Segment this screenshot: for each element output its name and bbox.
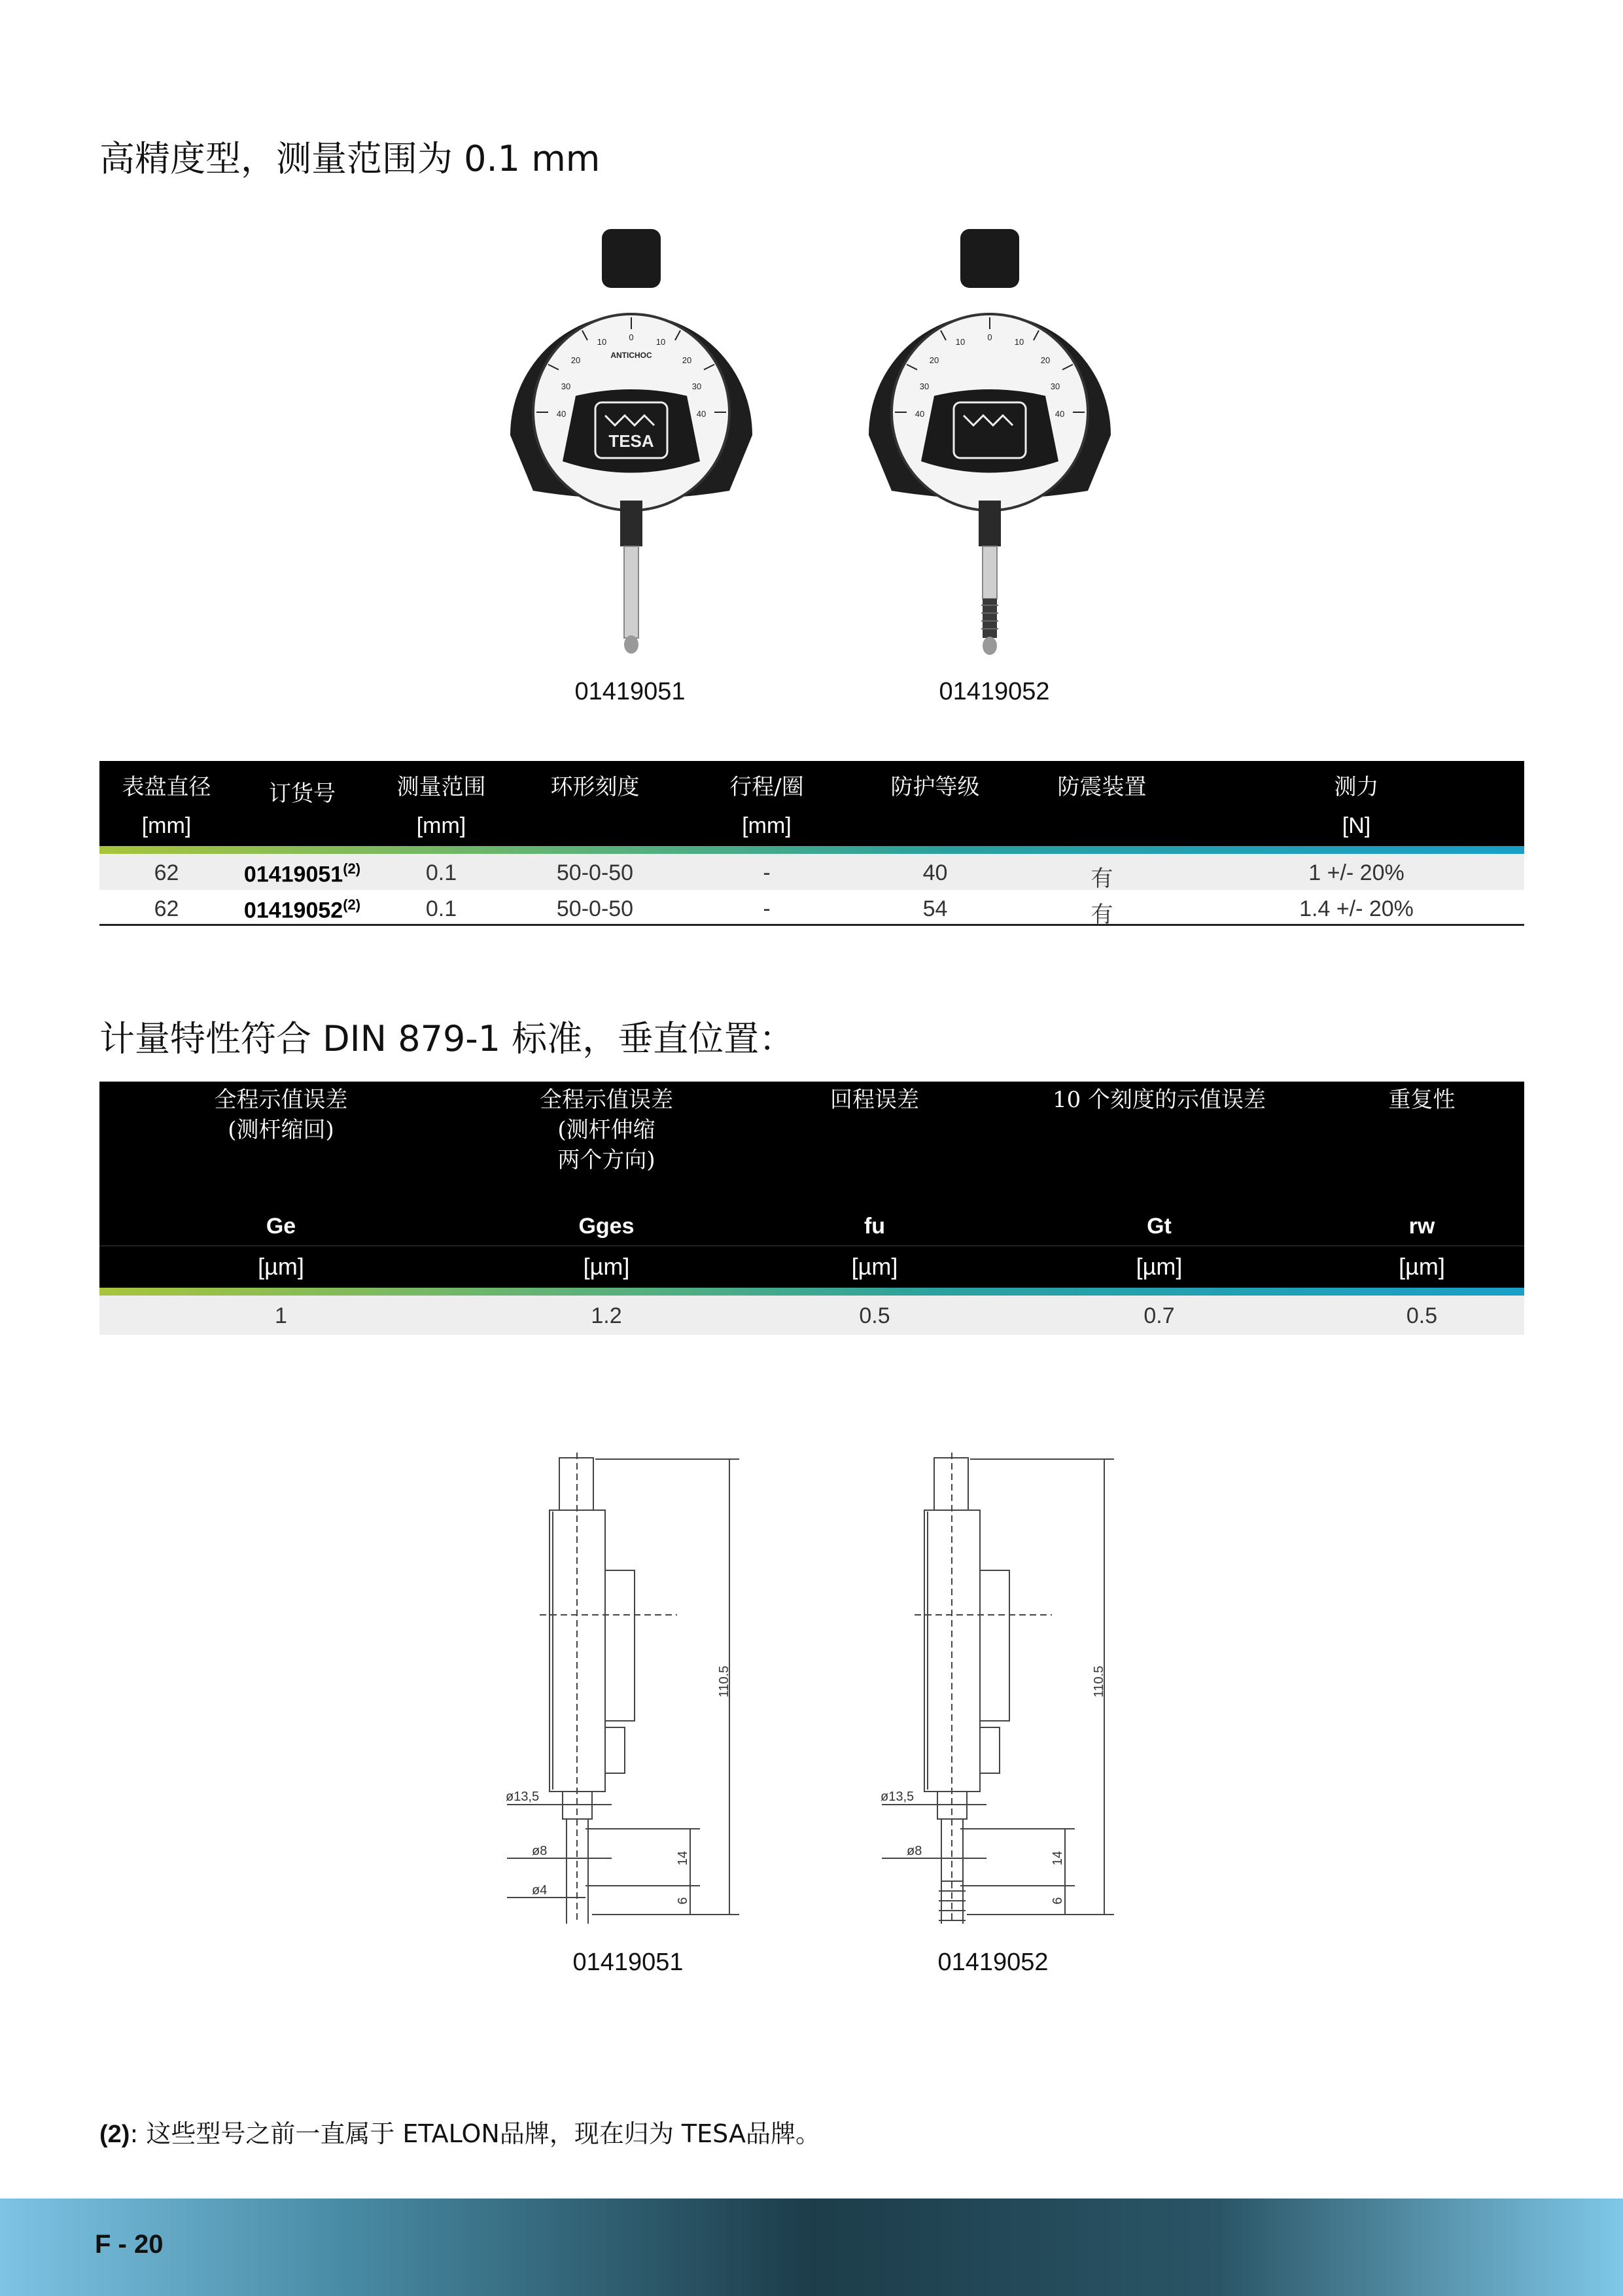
svg-text:10: 10 [955, 337, 966, 347]
cell-travel: - [763, 896, 771, 921]
value-gges: 1.2 [591, 1303, 622, 1328]
section-title-high-precision: 高精度型，测量范围为 0.1 mm [99, 138, 601, 179]
dim-6: 6 [1051, 1897, 1065, 1905]
header-gges-line3: 两个方向) [557, 1147, 655, 1173]
drawing-label-01419052: 01419052 [937, 1949, 1049, 1976]
header-shock-protection: 防震装置 [1057, 774, 1147, 800]
metrology-table-header [99, 1082, 1524, 1245]
dim-stem-diameter: ø13,5 [506, 1790, 540, 1804]
symbol-fu: fu [864, 1214, 886, 1239]
header-gt: 10 个刻度的示值误差 [1052, 1087, 1266, 1113]
svg-text:40: 40 [1055, 409, 1065, 419]
cell-order-number [234, 896, 371, 923]
cell-range: 0.1 [425, 896, 457, 921]
svg-text:30: 30 [561, 381, 571, 391]
value-ge: 1 [275, 1303, 287, 1328]
dim-stem-diameter: ø13,5 [881, 1790, 915, 1804]
header-rw: 重复性 [1388, 1087, 1456, 1113]
technical-drawing-01419051 [487, 1446, 854, 1924]
value-rw: 0.5 [1406, 1303, 1438, 1328]
header-travel-per-rev: 行程/圈 [729, 774, 804, 800]
svg-text:20: 20 [682, 355, 692, 365]
header-measuring-range: 测量范围 [396, 774, 486, 800]
footnote-mark: (2) [99, 2121, 130, 2148]
svg-text:20: 20 [570, 355, 581, 365]
unit-gges: [µm] [583, 1253, 630, 1280]
header-measuring-force: 测力 [1334, 774, 1379, 800]
header-gges-line2: (测杆伸缩 [557, 1117, 655, 1143]
unit-gt: [µm] [1136, 1253, 1183, 1280]
dim-14: 14 [676, 1850, 690, 1866]
technical-drawing-01419052 [862, 1446, 1229, 1924]
footnote-ref: (2) [343, 896, 361, 913]
dim-6: 6 [676, 1897, 690, 1905]
dim-14: 14 [1051, 1850, 1065, 1866]
page-number: F - 20 [95, 2230, 164, 2259]
header-ge-line1: 全程示值误差 [214, 1087, 348, 1113]
svg-text:30: 30 [919, 381, 930, 391]
cell-range: 0.1 [425, 860, 457, 885]
svg-text:0: 0 [987, 332, 992, 342]
symbol-rw: rw [1408, 1214, 1435, 1239]
metrology-units-row [99, 1245, 1524, 1288]
header-measuring-force-unit: [N] [1342, 813, 1371, 838]
cell-force: 1.4 +/- 20% [1299, 896, 1414, 921]
header-gges-line1: 全程示值误差 [540, 1087, 673, 1113]
cell-scale: 50-0-50 [556, 896, 634, 921]
footnote [99, 2113, 820, 2149]
svg-text:0: 0 [629, 332, 634, 342]
specs-table-header [99, 761, 1524, 846]
photo-label-01419052: 01419052 [939, 678, 1050, 705]
unit-ge: [µm] [258, 1253, 304, 1280]
order-number: 01419052 [243, 898, 343, 923]
dim-spindle-diameter: ø8 [907, 1844, 922, 1858]
page-footer [0, 2199, 1623, 2296]
cell-protection: 40 [922, 860, 948, 885]
cell-shock: 有 [1091, 902, 1113, 928]
cell-scale: 50-0-50 [556, 860, 634, 885]
cell-travel: - [763, 860, 771, 885]
cell-dial: 62 [154, 860, 179, 885]
header-gges [462, 1085, 750, 1175]
table-accent-bar [99, 1288, 1524, 1296]
svg-text:20: 20 [929, 355, 939, 365]
cell-protection: 54 [922, 896, 948, 921]
svg-text:40: 40 [915, 409, 925, 419]
dim-tip-diameter: ø4 [532, 1883, 548, 1898]
cell-order-number [234, 860, 371, 887]
order-number: 01419051 [243, 862, 343, 887]
cell-shock: 有 [1091, 866, 1113, 892]
dim-total-height: 110.5 [1092, 1665, 1106, 1698]
cell-dial: 62 [154, 896, 179, 921]
unit-fu: [µm] [851, 1253, 898, 1280]
header-ge [99, 1085, 462, 1145]
unit-rw: [µm] [1399, 1253, 1445, 1280]
svg-text:10: 10 [1014, 337, 1024, 347]
photo-label-01419051: 01419051 [574, 678, 686, 705]
footnote-ref: (2) [343, 860, 361, 877]
specs-table [99, 761, 1524, 926]
symbol-ge: Ge [266, 1214, 296, 1239]
symbol-gt: Gt [1147, 1214, 1172, 1239]
header-order-number: 订货号 [269, 781, 336, 807]
drawing-label-01419051: 01419051 [572, 1949, 684, 1976]
header-ge-line2: (测杆缩回) [228, 1117, 334, 1143]
metrology-table [99, 1082, 1524, 1335]
dial-indicator-photo-01419051 [504, 226, 759, 664]
svg-text:20: 20 [1040, 355, 1051, 365]
value-gt: 0.7 [1143, 1303, 1175, 1328]
svg-text:30: 30 [691, 381, 702, 391]
header-dial-diameter-unit: [mm] [141, 813, 192, 838]
header-fu: 回程误差 [830, 1087, 919, 1113]
table-row [99, 1296, 1524, 1335]
table-row [99, 890, 1524, 926]
svg-text:10: 10 [597, 337, 607, 347]
header-travel-unit: [mm] [742, 813, 792, 838]
table-accent-bar [99, 846, 1524, 854]
svg-text:40: 40 [556, 409, 567, 419]
symbol-gges: Gges [578, 1214, 635, 1239]
svg-text:30: 30 [1050, 381, 1060, 391]
header-dial-diameter: 表盘直径 [122, 774, 211, 800]
table-row [99, 854, 1524, 890]
header-protection-class: 防护等级 [890, 774, 980, 800]
value-fu: 0.5 [859, 1303, 890, 1328]
svg-text:10: 10 [655, 337, 666, 347]
cell-force: 1 +/- 20% [1308, 860, 1405, 885]
dial-marking: ANTICHOC [610, 351, 652, 360]
header-dial-scale: 环形刻度 [550, 774, 640, 800]
section-title-din-879: 计量特性符合 DIN 879-1 标准，垂直位置： [99, 1018, 795, 1059]
dim-spindle-diameter: ø8 [532, 1844, 548, 1858]
svg-text:40: 40 [696, 409, 707, 419]
dial-indicator-photo-01419052 [862, 226, 1117, 664]
dim-total-height: 110.5 [717, 1665, 731, 1698]
header-measuring-range-unit: [mm] [416, 813, 466, 838]
footnote-text: : 这些型号之前一直属于 ETALON品牌，现在归为 TESA品牌。 [130, 2119, 820, 2148]
brand-logo: TESA [608, 431, 654, 451]
